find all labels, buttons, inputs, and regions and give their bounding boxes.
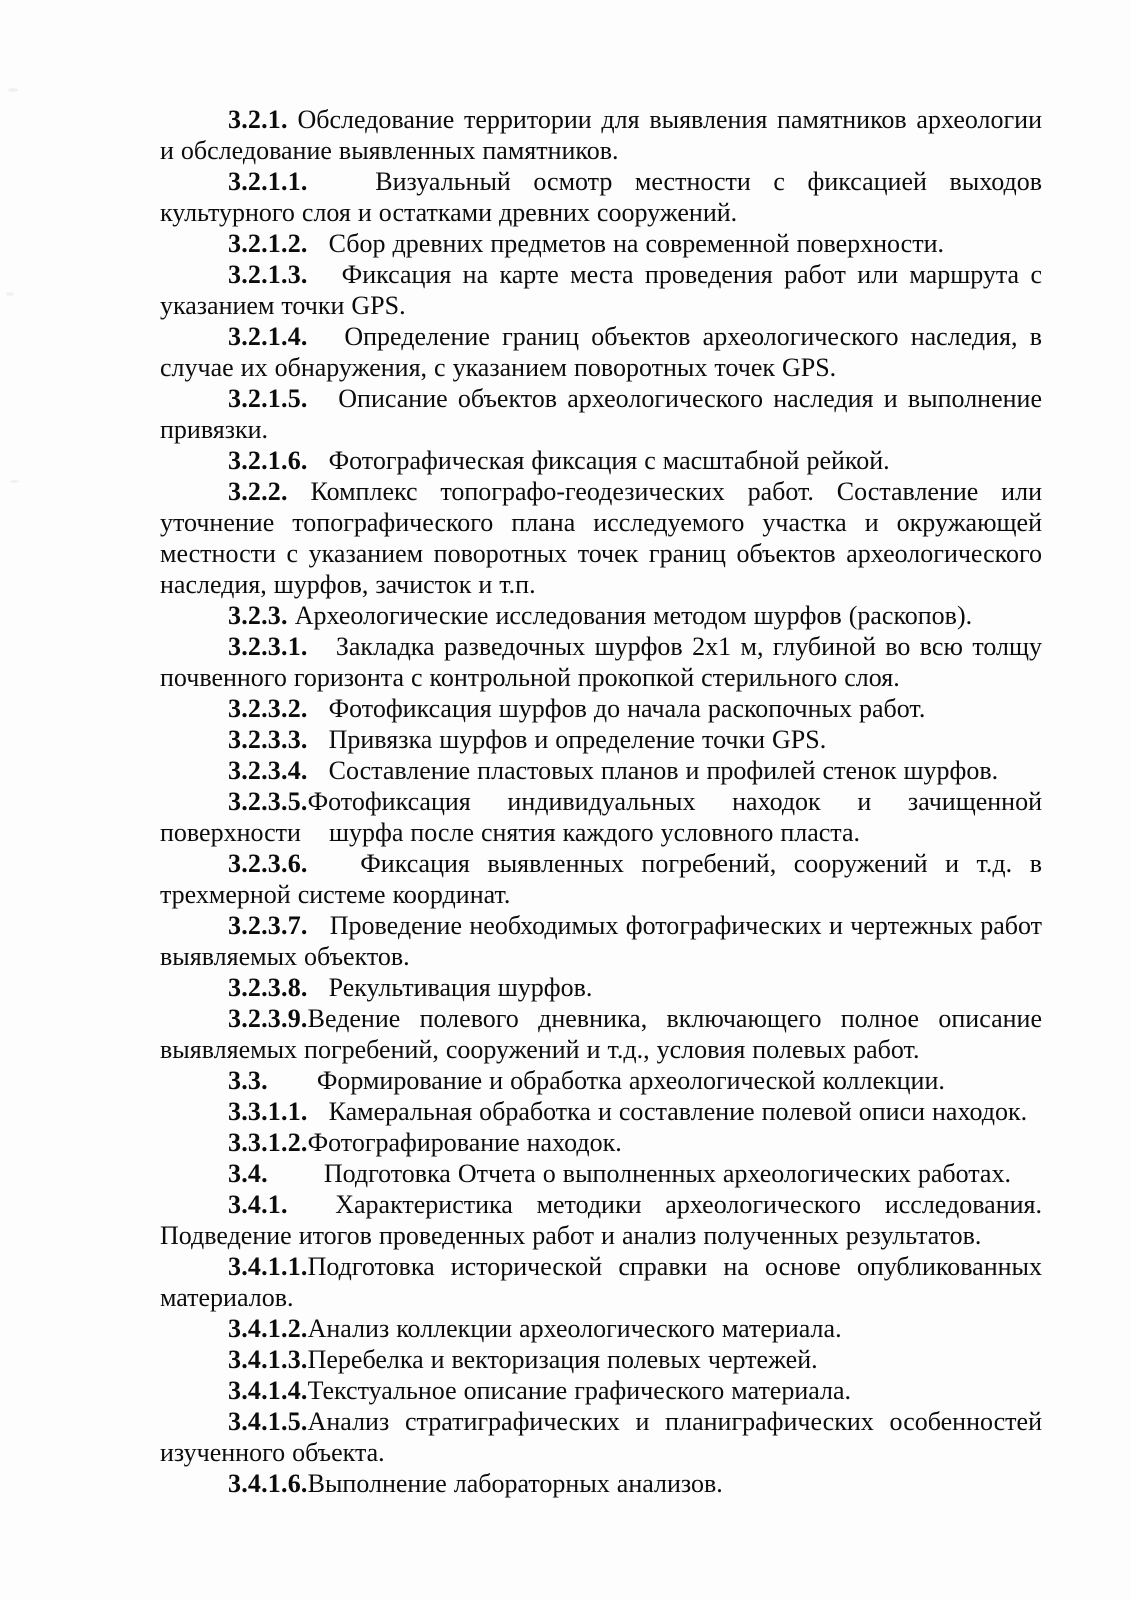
paragraph — [160, 910, 1042, 972]
paragraph-number: 3.4. — [228, 1159, 268, 1188]
paragraph-number: 3.4.1. — [228, 1190, 288, 1219]
paragraph-number: 3.2.1. — [228, 105, 288, 134]
paragraph-number: 3.2.1.6. — [228, 446, 308, 475]
paragraph-number: 3.2.1.5. — [228, 384, 308, 413]
paragraph-number: 3.4.1.4. — [228, 1376, 308, 1405]
paragraph-number: 3.2.3.9. — [228, 1004, 308, 1033]
paragraph-text: Подготовка Отчета о выполненных археологических работах. — [267, 1159, 1011, 1188]
paragraph-text: Ведение полевого дневника, включающего полное описание выявляемых погребений, сооружений и т.д., условия полевых работ. — [160, 1004, 1042, 1064]
paragraph — [160, 724, 1042, 755]
paragraph — [160, 1003, 1042, 1065]
scan-artifact — [8, 88, 18, 92]
paragraph-text: Подготовка исторической справки на основе опубликованных материалов. — [160, 1252, 1042, 1312]
paragraph-number: 3.2.1.3. — [228, 260, 308, 289]
paragraph-text: Проведение необходимых фотографических и чертежных работ выявляемых объектов. — [160, 911, 1042, 971]
paragraph-text: Выполнение лабораторных анализов. — [307, 1469, 723, 1498]
paragraph-text: Определение границ объектов археологического наследия, в случае их обнаружения, с указанием поворотных точек GPS. — [160, 322, 1042, 382]
paragraph — [160, 228, 1042, 259]
paragraph-text: Анализ коллекции археологического материала. — [307, 1314, 842, 1343]
paragraph-number: 3.3.1.2. — [228, 1128, 308, 1157]
paragraph-text: Обследование территории для выявления памятников археологии и обследование выявленных памятников. — [160, 105, 1042, 165]
paragraph-text: Сбор древних предметов на современной поверхности. — [307, 229, 945, 258]
paragraph — [160, 1251, 1042, 1313]
paragraph — [160, 1375, 1042, 1406]
paragraph-number: 3.2.3.5. — [228, 787, 308, 816]
paragraph — [160, 1127, 1042, 1158]
paragraph — [160, 972, 1042, 1003]
paragraph — [160, 693, 1042, 724]
paragraph-number: 3.4.1.2. — [228, 1314, 308, 1343]
paragraph — [160, 476, 1042, 600]
paragraph-number: 3.2.3.7. — [228, 911, 308, 940]
paragraph-text: Фиксация выявленных погребений, сооружений и т.д. в трехмерной системе координат. — [160, 849, 1042, 909]
paragraph-number: 3.2.3.2. — [228, 694, 308, 723]
paragraph-text: Рекультивация шурфов. — [307, 973, 593, 1002]
paragraph-number: 3.2.1.2. — [228, 229, 308, 258]
paragraph-text: Фотографическая фиксация с масштабной рейкой. — [307, 446, 890, 475]
paragraph-text: Описание объектов археологического наследия и выполнение привязки. — [160, 384, 1042, 444]
paragraph-number: 3.4.1.5. — [228, 1407, 308, 1436]
paragraph — [160, 786, 1042, 848]
paragraph — [160, 321, 1042, 383]
paragraph-number: 3.2.3.1. — [228, 632, 308, 661]
paragraph-text: Фотографирование находок. — [307, 1128, 622, 1157]
paragraph — [160, 848, 1042, 910]
paragraph-number: 3.4.1.3. — [228, 1345, 308, 1374]
paragraph — [160, 600, 1042, 631]
paragraph-text: Комплекс топографо-геодезических работ. Составление или уточнение топографического плана исследуемого участка и окружающей местности с указанием поворотных точек границ объектов археологического наследия, шурфов, зачисток и т.п. — [160, 477, 1042, 599]
paragraph-number: 3.4.1.1. — [228, 1252, 308, 1281]
scan-artifact — [10, 480, 19, 483]
paragraph-text: Фиксация на карте места проведения работ или маршрута с указанием точки GPS. — [160, 260, 1042, 320]
paragraph — [160, 631, 1042, 693]
paragraph-number: 3.2.1.1. — [228, 167, 308, 196]
paragraph-number: 3.2.3. — [228, 601, 288, 630]
paragraph-text: Формирование и обработка археологической коллекции. — [267, 1066, 945, 1095]
paragraph — [160, 445, 1042, 476]
paragraph — [160, 1406, 1042, 1468]
paragraph-text: Закладка разведочных шурфов 2х1 м, глубиной во всю толщу почвенного горизонта с контрольной прокопкой стерильного слоя. — [160, 632, 1042, 692]
paragraph-number: 3.2.3.6. — [228, 849, 308, 878]
paragraph-text: Составление пластовых планов и профилей стенок шурфов. — [307, 756, 999, 785]
paragraph-number: 3.2.3.8. — [228, 973, 308, 1002]
paragraph — [160, 166, 1042, 228]
paragraph-text: Характеристика методики археологического исследования. Подведение итогов проведенных работ и анализ полученных результатов. — [160, 1190, 1042, 1250]
paragraph — [160, 383, 1042, 445]
paragraph — [160, 1065, 1042, 1096]
paragraph-text: Визуальный осмотр местности с фиксацией выходов культурного слоя и остатками древних сооружений. — [160, 167, 1042, 227]
paragraph — [160, 755, 1042, 786]
paragraph-text: Привязка шурфов и определение точки GPS. — [307, 725, 827, 754]
paragraph-number: 3.4.1.6. — [228, 1469, 308, 1498]
paragraph-text: Текстуальное описание графического материала. — [307, 1376, 852, 1405]
paragraph — [160, 1158, 1042, 1189]
scan-artifact — [6, 292, 14, 296]
paragraph — [160, 1313, 1042, 1344]
paragraph-number: 3.3.1.1. — [228, 1097, 308, 1126]
paragraph — [160, 1344, 1042, 1375]
paragraph-number: 3.2.3.3. — [228, 725, 308, 754]
paragraph — [160, 259, 1042, 321]
paragraph-text: Фотофиксация индивидуальных находок и зачищенной поверхности шурфа после снятия каждого условного пласта. — [160, 787, 1042, 847]
paragraph-number: 3.2.1.4. — [228, 322, 308, 351]
paragraph — [160, 1096, 1042, 1127]
paragraph — [160, 1468, 1042, 1499]
paragraph-number: 3.2.2. — [228, 477, 288, 506]
paragraph-text: Перебелка и векторизация полевых чертежей. — [307, 1345, 818, 1374]
paragraph-text: Археологические исследования методом шурфов (раскопов). — [287, 601, 973, 630]
paragraph-text: Камеральная обработка и составление полевой описи находок. — [307, 1097, 1028, 1126]
paragraph — [160, 104, 1042, 166]
paragraph-number: 3.2.3.4. — [228, 756, 308, 785]
paragraph-number: 3.3. — [228, 1066, 268, 1095]
paragraph-text: Анализ стратиграфических и планиграфических особенностей изученного объекта. — [160, 1407, 1042, 1467]
paragraph-text: Фотофиксация шурфов до начала раскопочных работ. — [307, 694, 926, 723]
document-body — [160, 104, 1042, 1499]
paragraph — [160, 1189, 1042, 1251]
